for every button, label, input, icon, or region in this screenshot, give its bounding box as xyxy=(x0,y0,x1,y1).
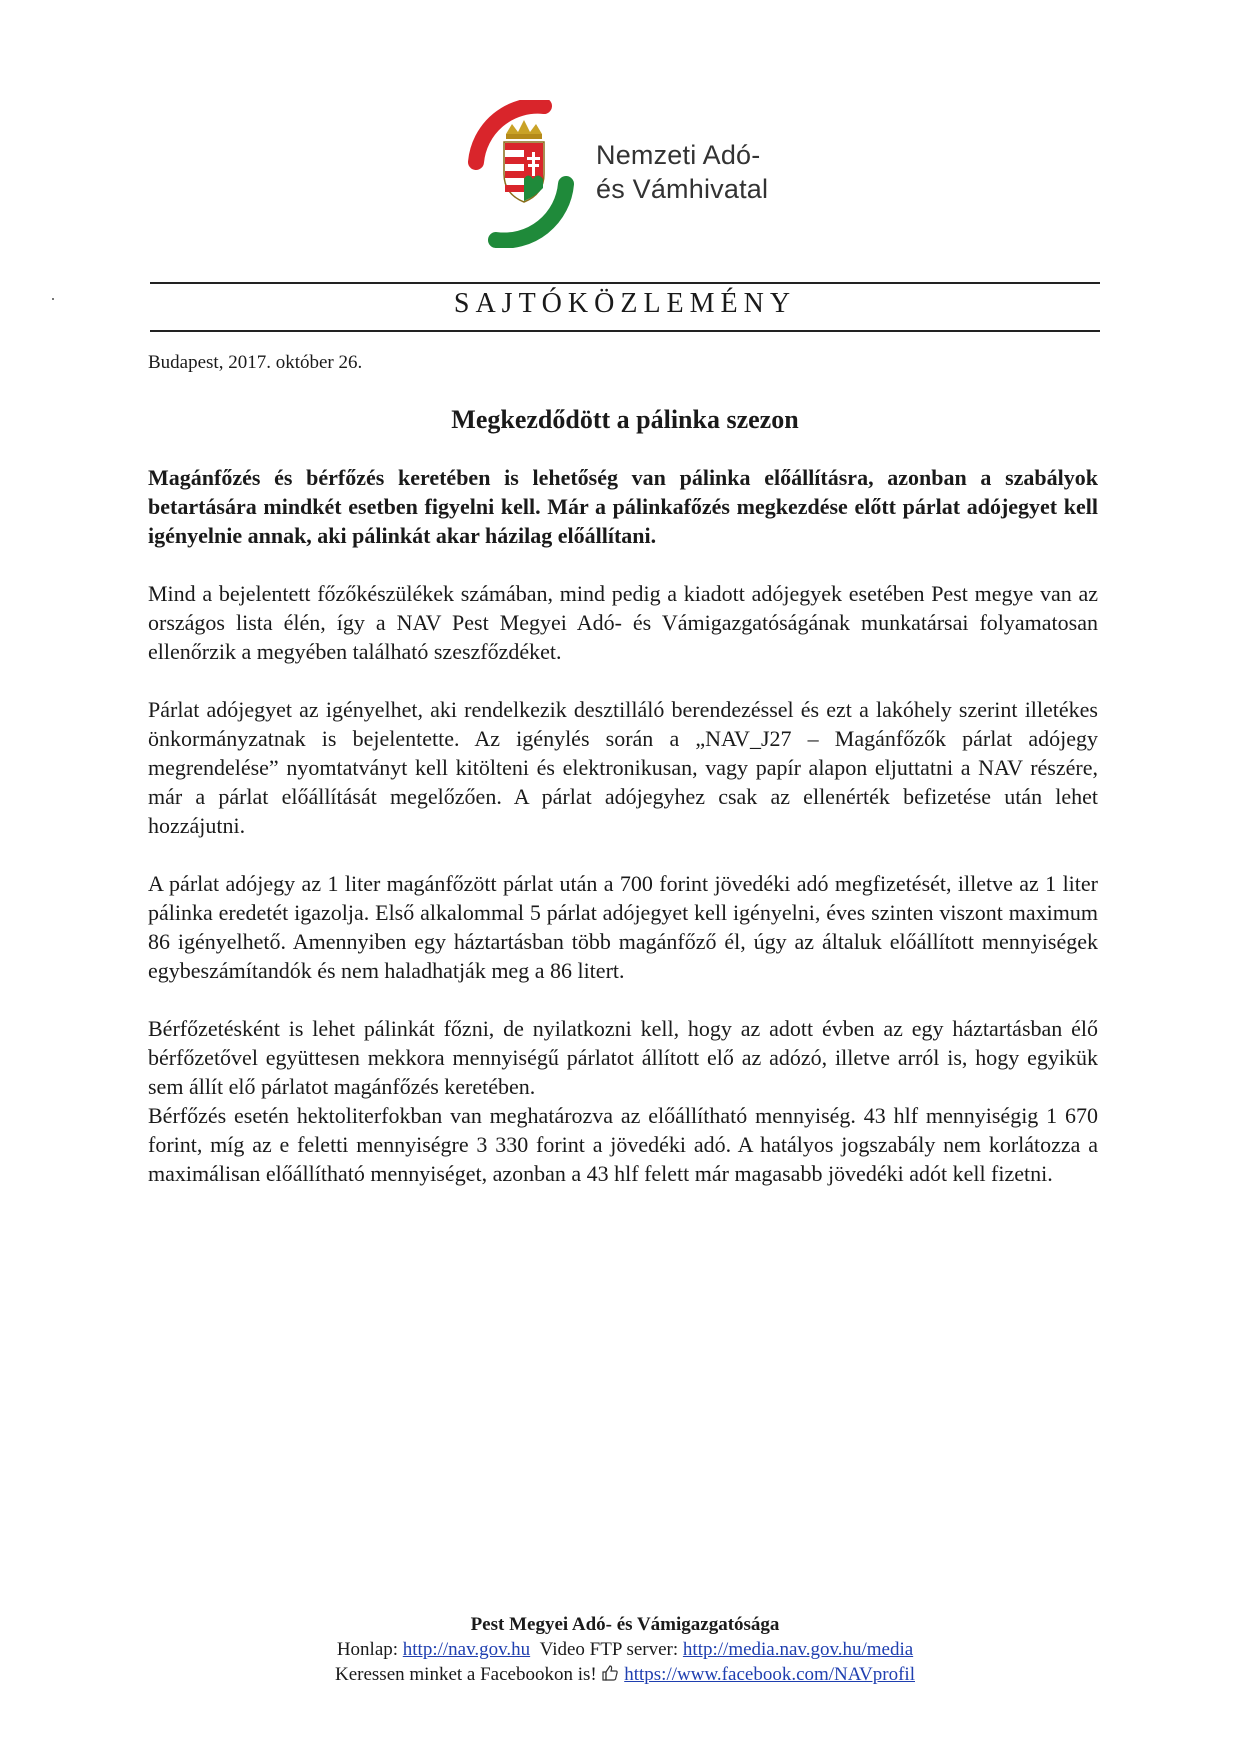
footer-facebook-line xyxy=(150,1662,1100,1687)
logo-line-1: Nemzeti Adó- xyxy=(596,140,761,170)
homepage-link[interactable]: http://nav.gov.hu xyxy=(402,1639,531,1660)
ftp-label: Video FTP server: xyxy=(539,1639,679,1660)
release-date: Budapest, 2017. október 26. xyxy=(148,352,363,373)
body-paragraph-3: A párlat adójegy az 1 liter magánfőzött párlat után a 700 forint jövedéki adó megfizetését, illetve az 1 liter pálinka eredetét igazolja. Első alkalommal 5 párlat adójegyet kell igényelni, éves szinten viszont maximum 86 igényelhető. Amennyiben egy háztartásban több magánfőző él, úgy az általuk előállított mennyiségek egybeszámítandók és nem haladhatják meg a 86 litert. xyxy=(148,871,1098,983)
thumbs-up-icon xyxy=(601,1664,619,1682)
footer xyxy=(150,1612,1100,1687)
footer-links-line xyxy=(150,1637,1100,1662)
heading-rule-bottom xyxy=(150,330,1100,332)
nav-logo xyxy=(466,100,806,248)
press-release-heading: SAJTÓKÖZLEMÉNY xyxy=(453,288,797,319)
article-body xyxy=(148,463,1098,1217)
nav-emblem-icon xyxy=(466,100,596,248)
lead-paragraph: Magánfőzés és bérfőzés keretében is lehetőség van pálinka előállításra, azonban a szabályok betartására mindkét esetben figyelni kell. Már a pálinkafőzés megkezdése előtt párlat adójegyet kell igényelnie annak, aki pálinkát akar házilag előállítani. xyxy=(148,465,1098,548)
ftp-link[interactable]: http://media.nav.gov.hu/media xyxy=(682,1639,914,1660)
body-paragraph-2: Párlat adójegyet az igényelhet, aki rendelkezik desztilláló berendezéssel és ezt a lakóhely szerint illetékes önkormányzatnak is bejelentette. Az igénylés során a „NAV_J27 – Magánfőzők párlat adójegy megrendelése” nyomtatványt kell kitölteni és elektronikusan, vagy papír alapon eljuttatni a NAV részére, már a párlat előállítását megelőzően. A párlat adójegyhez csak az ellenérték befizetése után lehet hozzájutni. xyxy=(148,697,1098,838)
logo-wordmark xyxy=(596,138,768,206)
footer-organization: Pest Megyei Adó- és Vámigazgatósága xyxy=(470,1614,780,1635)
heading-rule-top xyxy=(150,282,1100,284)
facebook-link[interactable]: https://www.facebook.com/NAVprofil xyxy=(624,1664,915,1685)
scan-speck xyxy=(52,298,54,300)
homepage-label: Honlap: xyxy=(336,1639,399,1660)
article-title: Megkezdődött a pálinka szezon xyxy=(451,405,799,434)
body-paragraph-4: Bérfőzetésként is lehet pálinkát főzni, de nyilatkozni kell, hogy az adott évben az egy háztartásban élő bérfőzetővel együttesen mekkora mennyiségű párlatot állított elő az adózó, illetve arról is, hogy egyikük sem állít elő párlatot magánfőzés keretében. xyxy=(148,1016,1098,1099)
body-paragraph-5: Bérfőzés esetén hektoliterfokban van meghatározva az előállítható mennyiség. 43 hlf mennyiségig 1 670 forint, míg az e feletti mennyiségre 3 330 forint a jövedéki adó. A hatályos jogszabály nem korlátozza a maximálisan előállítható mennyiséget, azonban a 43 hlf felett már magasabb jövedéki adót kell fizetni. xyxy=(148,1103,1098,1186)
body-paragraph-1: Mind a bejelentett főzőkészülékek számában, mind pedig a kiadott adójegyek esetében Pest megye van az országos lista élén, így a NAV Pest Megyei Adó- és Vámigazgatóságának munkatársai folyamatosan ellenőrzik a megyében található szeszfőzdéket. xyxy=(148,581,1098,664)
logo-line-2: és Vámhivatal xyxy=(596,174,769,204)
facebook-label: Keressen minket a Facebookon is! xyxy=(335,1664,597,1685)
